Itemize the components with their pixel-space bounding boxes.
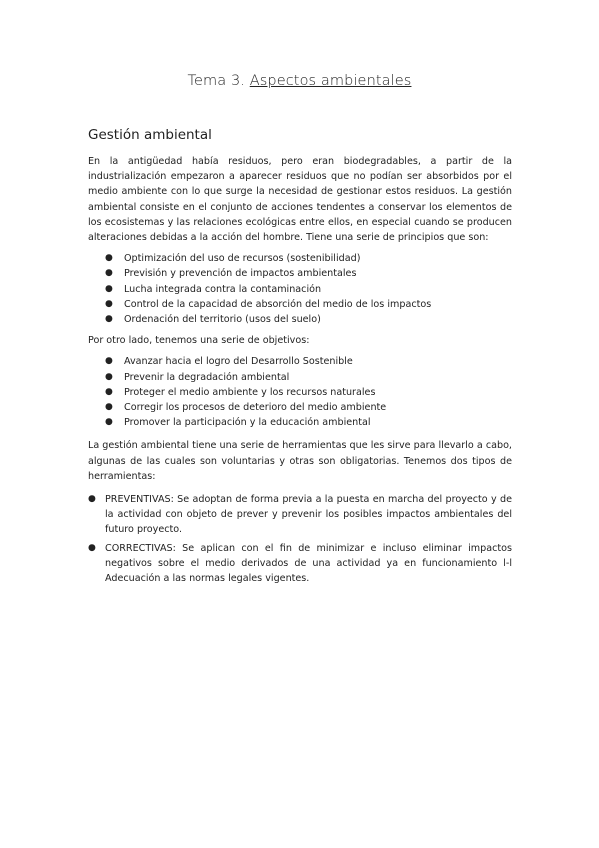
list-item: ● Previsión y prevención de impactos ambientales [88, 266, 512, 281]
objectives-intro: Por otro lado, tenemos una serie de objetivos: [88, 335, 310, 347]
bullet-icon: ● [105, 386, 113, 397]
list-item: ● PREVENTIVAS: Se adoptan de forma previa a la puesta en marcha del proyecto y de la actividad con objeto de prever y prevenir los posibles impactos ambientales del futuro proyecto. [88, 494, 512, 536]
bullet-icon: ● [105, 356, 113, 367]
list-item: ● Ordenación del territorio (usos del suelo) [88, 312, 512, 327]
title-prefix: Tema 3. [187, 73, 250, 89]
list-item: ● Optimización del uso de recursos (sostenibilidad) [88, 251, 512, 266]
list-item: ● CORRECTIVAS: Se aplican con el fin de minimizar e incluso eliminar impactos negativos sobre el medio derivados de una actividad ya en funcionamiento l-l Adecuación a las normas legales vigentes. [88, 542, 512, 585]
bullet-icon: ● [105, 371, 113, 382]
bullet-icon: ● [105, 417, 113, 428]
document-title [0, 73, 599, 89]
bullet-icon: ● [105, 268, 113, 279]
bullet-icon: ● [88, 542, 96, 553]
tools-paragraph: La gestión ambiental tiene una serie de herramientas que les sirve para llevarlo a cabo, algunas de las cuales son voluntarias y otras son obligatorias. Tenemos dos tipos de herramientas: [88, 440, 512, 482]
bullet-icon: ● [105, 253, 113, 264]
list-item: ● Promover la participación y la educación ambiental [88, 415, 512, 430]
bullet-icon: ● [105, 314, 113, 325]
list-item: ● Prevenir la degradación ambiental [88, 370, 512, 385]
list-item: ● Lucha integrada contra la contaminación [88, 282, 512, 297]
bullet-icon: ● [105, 298, 113, 309]
bullet-icon: ● [88, 494, 96, 505]
title-underlined: Aspectos ambientales [249, 73, 412, 89]
list-item: ● Proteger el medio ambiente y los recursos naturales [88, 385, 512, 400]
list-item: ● Corregir los procesos de deterioro del medio ambiente [88, 400, 512, 415]
list-item: ● Control de la capacidad de absorción del medio de los impactos [88, 297, 512, 312]
objectives-list [88, 354, 512, 430]
document-body [88, 154, 512, 586]
list-item: ● Avanzar hacia el logro del Desarrollo Sostenible [88, 354, 512, 369]
intro-paragraph: En la antigüedad había residuos, pero eran biodegradables, a partir de la industrialización empezaron a aparecer residuos que no podían ser absorbidos por el medio ambiente con lo que surge la necesidad de gestionar estos residuos. La gestión ambiental consiste en el conjunto de acciones tendentes a conservar los elementos de los ecosistemas y las relaciones ecológicas entre ellos, en especial cuando se producen alteraciones debidas a la acción del hombre. Tiene una serie de principios que son: [88, 156, 512, 244]
tools-list [88, 492, 512, 586]
bullet-icon: ● [105, 402, 113, 413]
section-heading: Gestión ambiental [88, 127, 212, 143]
bullet-icon: ● [105, 283, 113, 294]
principles-list [88, 251, 512, 327]
